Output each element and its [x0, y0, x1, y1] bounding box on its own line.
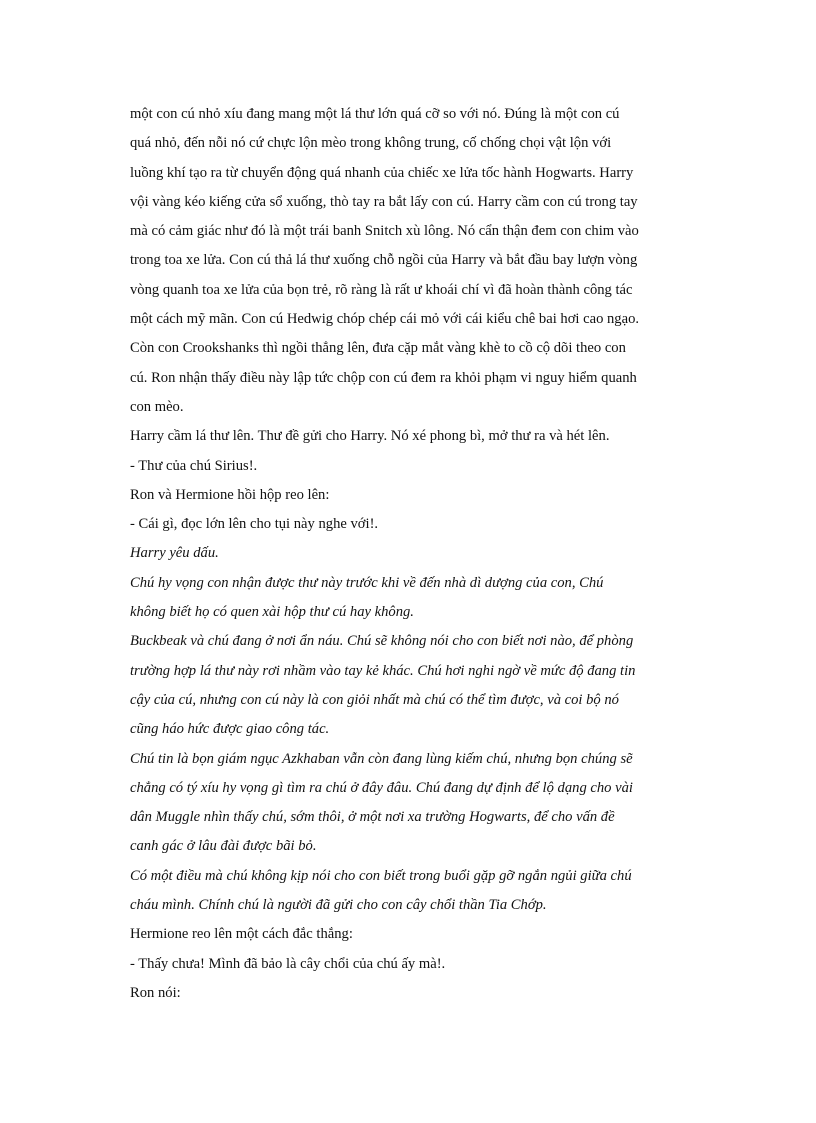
letter-line: Chú hy vọng con nhận được thư này trước khi về đến nhà dì dượng của con, Chú	[130, 574, 604, 591]
text-line: con mèo.	[130, 398, 184, 415]
dialogue-line: - Thấy chưa! Mình đã bảo là cây chổi của chú ấy mà!.	[130, 955, 446, 972]
letter-line: canh gác ở lâu đài được bãi bỏ.	[130, 838, 317, 855]
letter-line: cậy của cú, nhưng con cú này là con giỏi nhất mà chú có thể tìm được, và coi bộ nó	[130, 691, 619, 708]
letter-line: Có một điều mà chú không kịp nói cho con biết trong buổi gặp gỡ ngắn ngủi giữa chú	[130, 867, 632, 884]
text-line: cú. Ron nhận thấy điều này lập tức chộp con cú đem ra khỏi phạm vi nguy hiểm quanh	[130, 369, 637, 386]
text-line: vòng quanh toa xe lửa của bọn trẻ, rõ ràng là rất ư khoái chí vì đã hoàn thành công tác	[130, 281, 633, 298]
text-line: một cách mỹ mãn. Con cú Hedwig chóp chép cái mỏ với cái kiểu chê bai hơi cao ngạo.	[130, 311, 640, 328]
document-page	[130, 100, 690, 1008]
letter-line: cháu mình. Chính chú là người đã gửi cho con cây chổi thần Tia Chớp.	[130, 897, 547, 914]
letter-line: không biết họ có quen xài hộp thư cú hay không.	[130, 604, 414, 621]
text-line: một con cú nhỏ xíu đang mang một lá thư lớn quá cỡ so với nó. Đúng là một con cú	[130, 106, 620, 122]
letter-line: Chú tin là bọn giám ngục Azkhaban vẫn còn đang lùng kiếm chú, nhưng bọn chúng sẽ	[130, 750, 633, 767]
text-line: Ron nói:	[130, 984, 181, 1001]
letter-line: chẳng có tý xíu hy vọng gì tìm ra chú ở đây đâu. Chú đang dự định để lộ dạng cho vài	[130, 779, 633, 796]
text-line: Hermione reo lên một cách đắc thắng:	[130, 926, 353, 943]
letter-line: cũng háo hức được giao công tác.	[130, 721, 330, 738]
dialogue-line: - Thư của chú Sirius!.	[130, 457, 258, 474]
text-line: Ron và Hermione hồi hộp reo lên:	[130, 486, 330, 503]
text-line: luồng khí tạo ra từ chuyển động quá nhanh của chiếc xe lửa tốc hành Hogwarts. Harry	[130, 164, 634, 181]
letter-salutation: Harry yêu dấu.	[130, 545, 219, 562]
text-line: quá nhỏ, đến nỗi nó cứ chực lộn mèo trong không trung, cố chống chọi vật lộn với	[130, 135, 612, 152]
letter-line: dân Muggle nhìn thấy chú, sớm thôi, ở một nơi xa trường Hogwarts, để cho vấn đề	[130, 809, 615, 826]
text-line: vội vàng kéo kiếng cửa sổ xuống, thò tay ra bắt lấy con cú. Harry cầm con cú trong tay	[130, 193, 638, 210]
dialogue-line: - Cái gì, đọc lớn lên cho tụi này nghe với!.	[130, 516, 379, 533]
text-line: Còn con Crookshanks thì ngồi thẳng lên, đưa cặp mắt vàng khè to cồ cộ dõi theo con	[130, 340, 626, 357]
text-line: mà có cảm giác như đó là một trái banh Snitch xù lông. Nó cẩn thận đem con chim vào	[130, 223, 639, 240]
letter-line: Buckbeak và chú đang ở nơi ẩn náu. Chú sẽ không nói cho con biết nơi nào, để phòng	[130, 633, 634, 650]
letter-line: trường hợp lá thư này rơi nhầm vào tay kẻ khác. Chú hơi nghi ngờ về mức độ đang tin	[130, 662, 636, 679]
text-line: Harry cầm lá thư lên. Thư đề gửi cho Harry. Nó xé phong bì, mở thư ra và hét lên.	[130, 428, 610, 445]
text-line: trong toa xe lửa. Con cú thả lá thư xuống chỗ ngồi của Harry và bắt đầu bay lượn vòng	[130, 252, 638, 269]
